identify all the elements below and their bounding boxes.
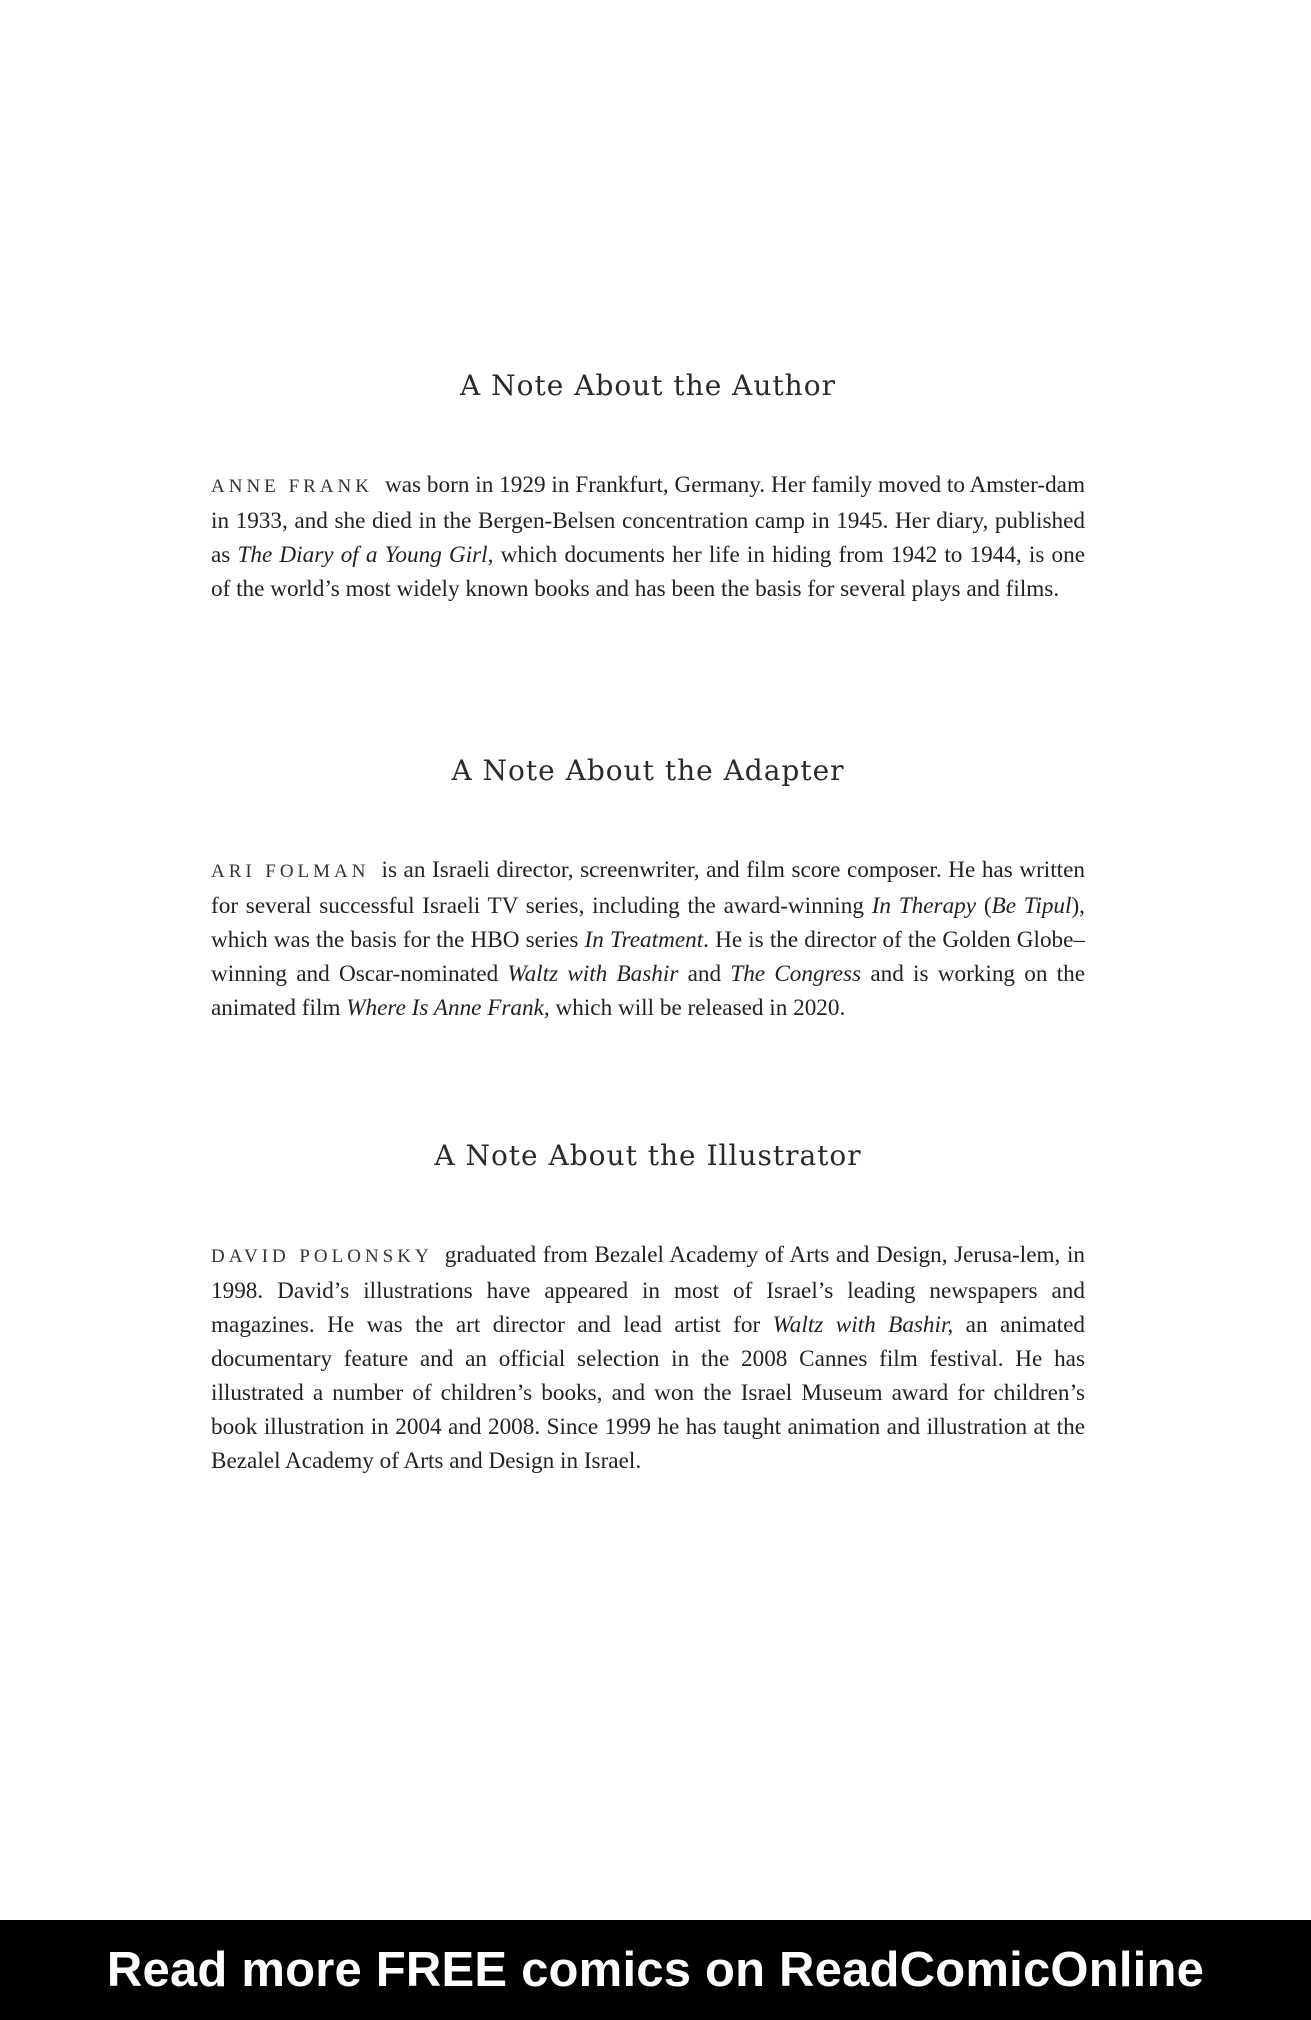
author-note-text-1: was born in 1929 in Frankfurt, Germany. Her family moved to Amster-dam in 1933, and she died in the Bergen-Belsen concentration camp in 1945. Her diary, published as	[211, 472, 1085, 568]
adapter-note-title-waltz-with-bashir: Waltz with Bashir	[507, 961, 679, 987]
adapter-note-title-where-is-anne-frank: Where Is Anne Frank,	[346, 995, 550, 1021]
author-note-text-2: which documents her life in hiding from 1942 to 1944, is one of the world’s most widely known books and has been the basis for several plays and films.	[211, 542, 1085, 602]
illustrator-name: DAVID POLONSKY	[211, 1246, 433, 1267]
adapter-note-title-in-therapy: In Therapy	[871, 893, 977, 919]
adapter-note-text-5: and	[678, 961, 731, 987]
illustrator-note-text-1: graduated from Bezalel Academy of Arts and Design, Jerusa-lem, in 1998. David’s illustrations have appeared in most of Israel’s leading newspapers and magazines. He was the art director and lead artist for	[211, 1242, 1086, 1338]
author-note-heading: A Note About the Author	[460, 369, 836, 402]
adapter-name: ARI FOLMAN	[211, 861, 370, 882]
illustrator-note-paragraph	[211, 1238, 1085, 1478]
adapter-note-text-2: (	[976, 893, 992, 919]
author-name: ANNE FRANK	[211, 476, 373, 497]
adapter-note-title-be-tipul: Be Tipul	[991, 893, 1072, 919]
illustrator-note-text-2: an animated documentary feature and an official selection in the 2008 Cannes film festival. He has illustrated a number of children’s books, and won the Israel Museum award for children’s book illustration in 2004 and 2008. Since 1999 he has taught animation and illustration at the Bezalel Academy of Arts and Design in Israel.	[211, 1312, 1086, 1474]
adapter-note-text-7: which will be released in 2020.	[549, 995, 846, 1021]
footer-banner[interactable]	[0, 1920, 1311, 2020]
adapter-note-section	[211, 751, 1085, 1025]
adapter-note-text-1: is an Israeli director, screenwriter, and film score composer. He has written for several successful Israeli TV series, including the award-winning	[211, 857, 1086, 919]
adapter-note-text-6: and is working on the animated film	[211, 961, 1085, 1021]
illustrator-note-title-waltz-with-bashir: Waltz with Bashir,	[772, 1312, 954, 1338]
adapter-note-text-3: ), which was the basis for the HBO series	[211, 893, 1085, 953]
author-note-section	[211, 366, 1085, 606]
adapter-note-title-in-treatment: In Treatment	[584, 927, 704, 953]
illustrator-note-section	[211, 1136, 1085, 1478]
adapter-note-heading: A Note About the Adapter	[451, 754, 845, 787]
illustrator-note-heading: A Note About the Illustrator	[434, 1139, 862, 1172]
adapter-note-title-the-congress: The Congress	[730, 961, 862, 987]
author-note-book-title: The Diary of a Young Girl,	[237, 542, 494, 568]
author-note-paragraph	[211, 468, 1085, 606]
footer-banner-text[interactable]: Read more FREE comics on ReadComicOnline	[106, 1943, 1205, 1997]
adapter-note-text-4: . He is the director of the Golden Globe–winning and Oscar-nominated	[211, 927, 1086, 987]
adapter-note-paragraph	[211, 853, 1085, 1025]
